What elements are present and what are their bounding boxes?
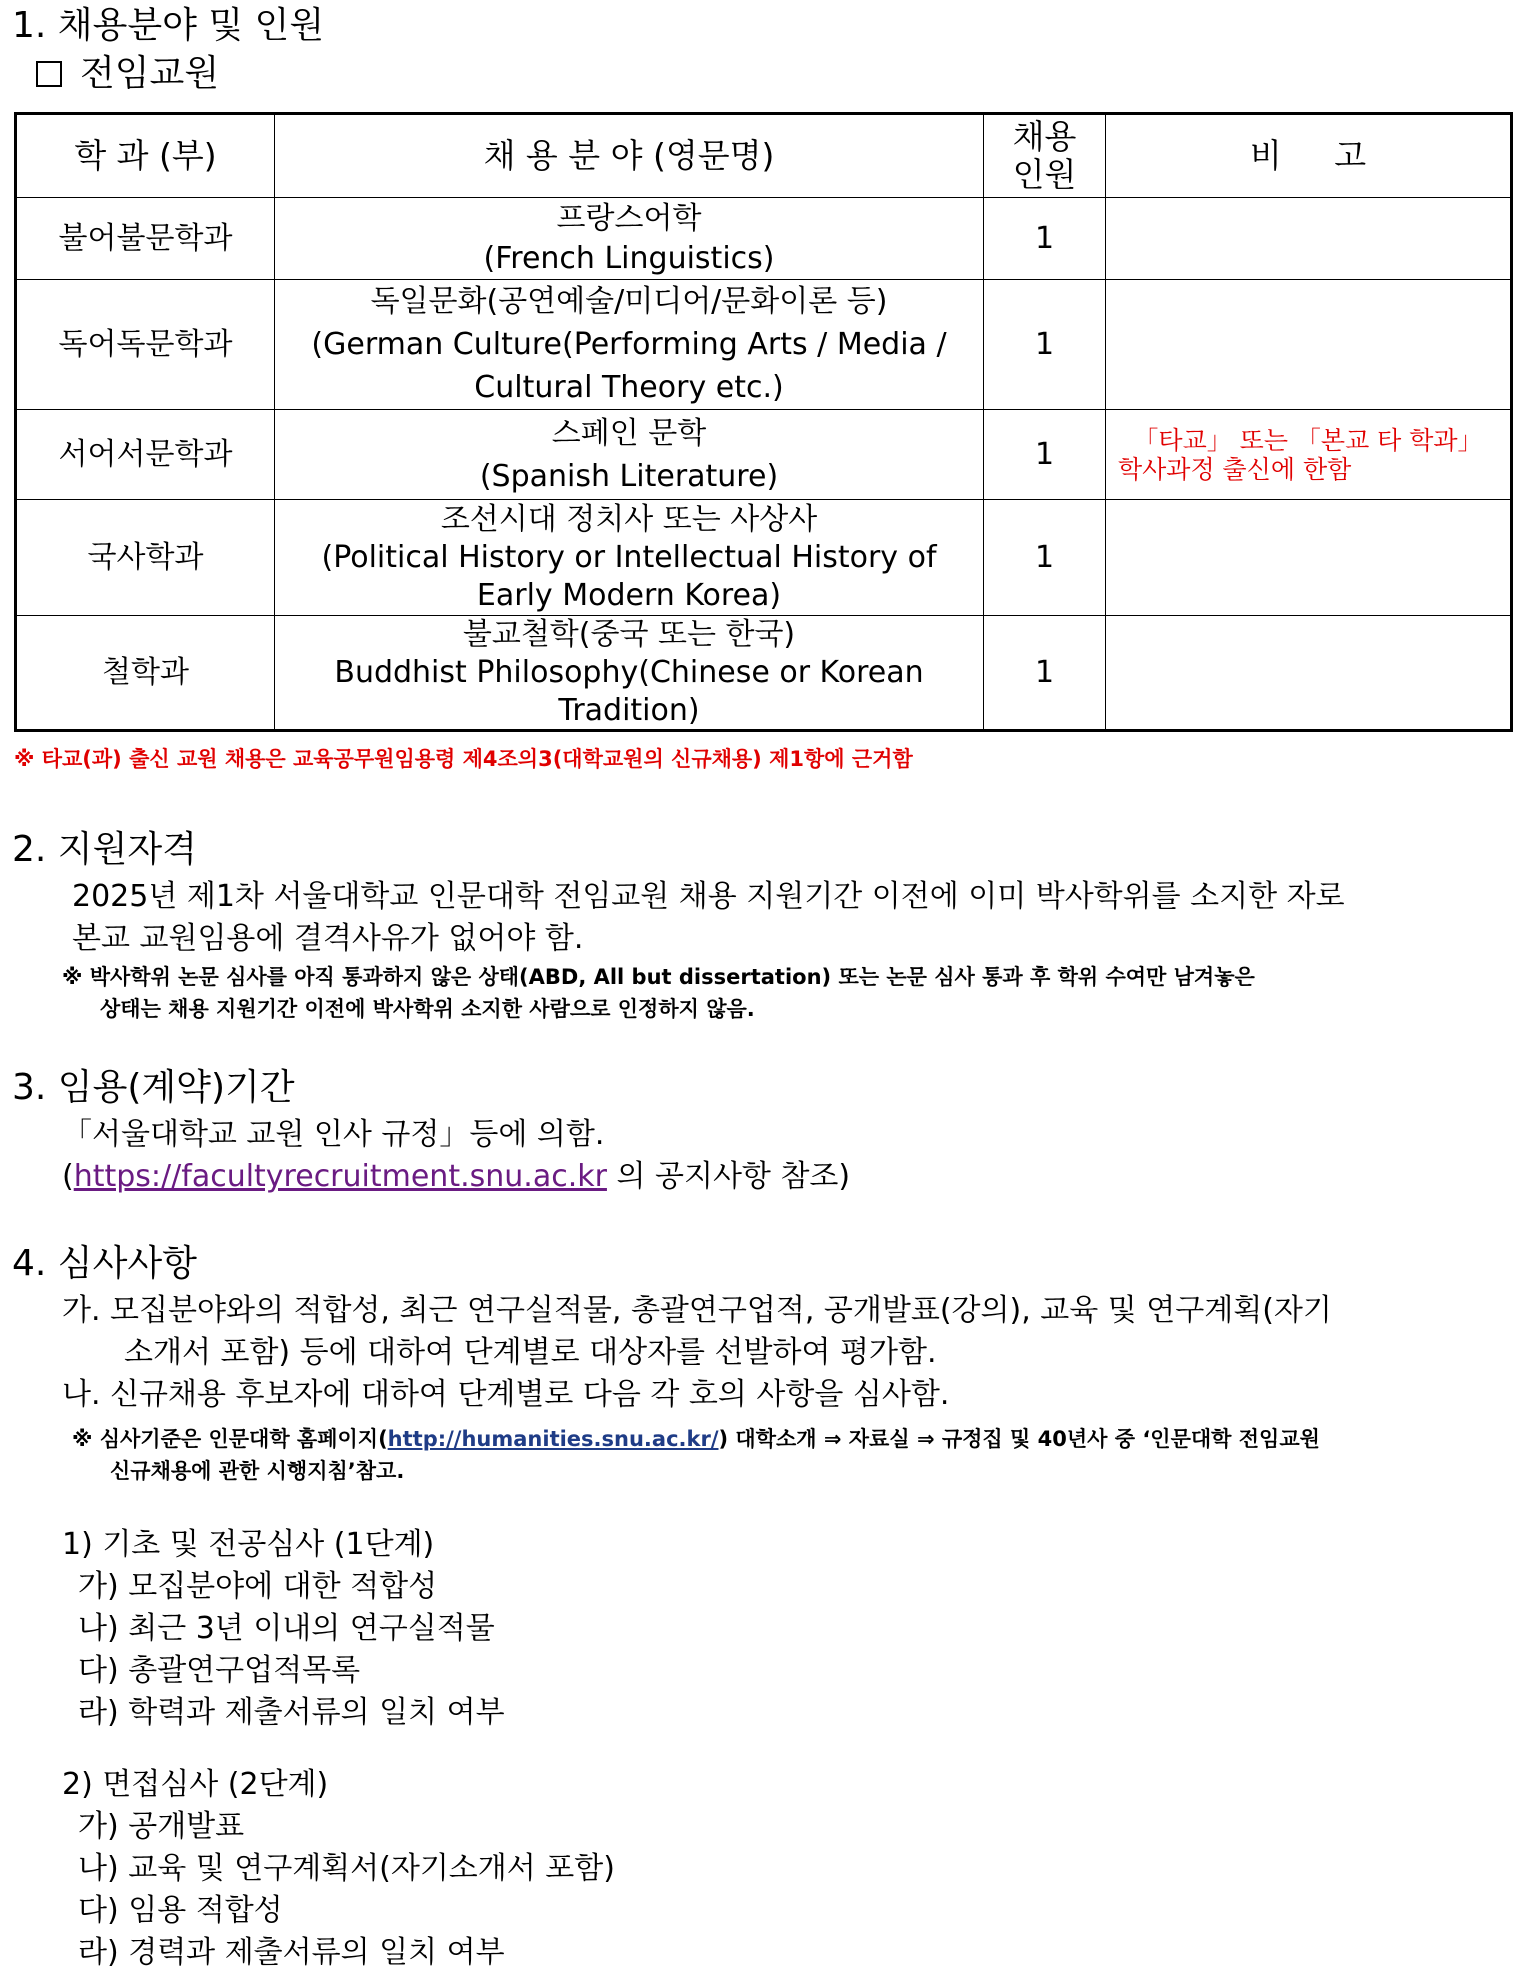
field-line: 불교철학(중국 또는 한국) — [462, 616, 796, 652]
section4-ga-line1: 가. 모집분야와의 적합성, 최근 연구실적물, 총괄연구업적, 공개발표(강의), 교육 및 연구계획(자기 — [62, 1293, 1332, 1328]
table-row-field — [275, 280, 983, 409]
section1-title: 1. 채용분야 및 인원 — [12, 5, 325, 46]
section3-title: 3. 임용(계약)기간 — [12, 1067, 295, 1108]
field-line: 프랑스어학 — [556, 200, 702, 236]
section4-note-suffix: ) 대학소개 ⇒ 자료실 ⇒ 규정집 및 40년사 중 ‘인문대학 전임교원 — [718, 1427, 1320, 1451]
section4-title: 4. 심사사항 — [12, 1243, 197, 1284]
section2-line2: 본교 교원임용에 결격사유가 없어야 함. — [72, 921, 584, 956]
note-line: 「타교」 또는 「본교 타 학과」 — [1133, 425, 1483, 455]
field-line: (German Culture(Performing Arts / Media / — [311, 327, 947, 362]
section4-note-line2: 신규채용에 관한 시행지침’참고. — [110, 1459, 405, 1483]
section4-ga-line2: 소개서 포함) 등에 대하여 단계별로 대상자를 선발하여 평가함. — [124, 1335, 937, 1370]
field-line: Tradition) — [558, 692, 700, 728]
section3-line1: 「서울대학교 교원 인사 규정」등에 의함. — [62, 1117, 605, 1152]
table-row-count: 1 — [1034, 654, 1055, 690]
section4-na-line: 나. 신규채용 후보자에 대하여 단계별로 다음 각 호의 사항을 심사함. — [62, 1377, 950, 1412]
table-row-count: 1 — [1034, 326, 1055, 362]
header-count — [984, 115, 1105, 197]
table-row-count: 1 — [1034, 436, 1055, 472]
field-line: Cultural Theory etc.) — [474, 370, 784, 405]
stage1-item: 가) 모집분야에 대한 적합성 — [78, 1569, 438, 1604]
table-row-dept: 불어불문학과 — [58, 220, 233, 256]
header-dept: 학 과 (부) — [74, 136, 217, 175]
section4-note-prefix: ※ 심사기준은 인문대학 홈페이지( — [72, 1427, 388, 1451]
stage1-title: 1) 기초 및 전공심사 (1단계) — [62, 1527, 435, 1562]
header-count-line: 인원 — [1012, 155, 1077, 194]
section4-note-line1 — [72, 1424, 1320, 1454]
stage2-item: 라) 경력과 제출서류의 일치 여부 — [78, 1935, 505, 1970]
stage2-item: 가) 공개발표 — [78, 1809, 245, 1844]
recruitment-table — [14, 112, 1513, 732]
humanities-link[interactable]: http://humanities.snu.ac.kr/ — [387, 1427, 719, 1451]
stage2-title: 2) 면접심사 (2단계) — [62, 1767, 329, 1802]
table-row-count: 1 — [1034, 220, 1055, 256]
field-line: (Political History or Intellectual History of — [321, 539, 937, 575]
stage1-item: 다) 총괄연구업적목록 — [78, 1653, 361, 1688]
table-row-dept: 국사학과 — [87, 539, 204, 575]
table-row-dept: 독어독문학과 — [58, 326, 233, 362]
table-row-count: 1 — [1034, 539, 1055, 575]
field-line: (Spanish Literature) — [479, 458, 779, 494]
section3-line2-suffix: 의 공지사항 참조) — [606, 1159, 851, 1194]
section3-line2-prefix: ( — [62, 1159, 74, 1194]
table-row-dept: 철학과 — [102, 654, 189, 690]
section1-subtitle-row — [36, 52, 219, 96]
section1-footnote: ※ 타교(과) 출신 교원 채용은 교육공무원임용령 제4조의3(대학교원의 신규채용) 제1항에 근거함 — [14, 747, 913, 771]
checkbox-icon — [36, 61, 62, 87]
section2-line1: 2025년 제1차 서울대학교 인문대학 전임교원 채용 지원기간 이전에 이미 박사학위를 소지한 자로 — [72, 879, 1345, 914]
field-line: (French Linguistics) — [483, 240, 775, 276]
section1-subtitle: 전임교원 — [80, 53, 220, 94]
table-row-field — [275, 500, 983, 615]
note-line: 학사과정 출신에 한함 — [1118, 454, 1352, 484]
field-line: 조선시대 정치사 또는 사상사 — [440, 501, 818, 537]
table-row-field — [275, 616, 983, 729]
header-note: 비 고 — [1249, 136, 1367, 175]
stage1-item: 라) 학력과 제출서류의 일치 여부 — [78, 1695, 505, 1730]
section3-line2 — [62, 1158, 850, 1196]
section2-note2: 상태는 채용 지원기간 이전에 박사학위 소지한 사람으로 인정하지 않음. — [100, 997, 755, 1021]
table-row-note — [1106, 410, 1510, 499]
header-field: 채 용 분 야 (영문명) — [483, 136, 775, 175]
table-row-dept: 서어서문학과 — [58, 436, 233, 472]
field-line: 스페인 문학 — [551, 415, 707, 451]
stage2-item: 나) 교육 및 연구계획서(자기소개서 포함) — [78, 1851, 615, 1886]
field-line: Early Modern Korea) — [476, 577, 782, 613]
field-line: Buddhist Philosophy(Chinese or Korean — [334, 654, 924, 690]
field-line: 독일문화(공연예술/미디어/문화이론 등) — [370, 284, 888, 319]
section2-note1: ※ 박사학위 논문 심사를 아직 통과하지 않은 상태(ABD, All but dissertation) 또는 논문 심사 통과 후 학위 수여만 남겨놓은 — [62, 965, 1255, 989]
stage1-item: 나) 최근 3년 이내의 연구실적물 — [78, 1611, 495, 1646]
header-count-line: 채용 — [1012, 117, 1077, 156]
recruitment-link[interactable]: https://facultyrecruitment.snu.ac.kr — [73, 1159, 607, 1194]
table-row-field — [275, 410, 983, 499]
section2-title: 2. 지원자격 — [12, 829, 197, 870]
stage2-item: 다) 임용 적합성 — [78, 1893, 283, 1928]
table-row-field — [275, 198, 983, 279]
